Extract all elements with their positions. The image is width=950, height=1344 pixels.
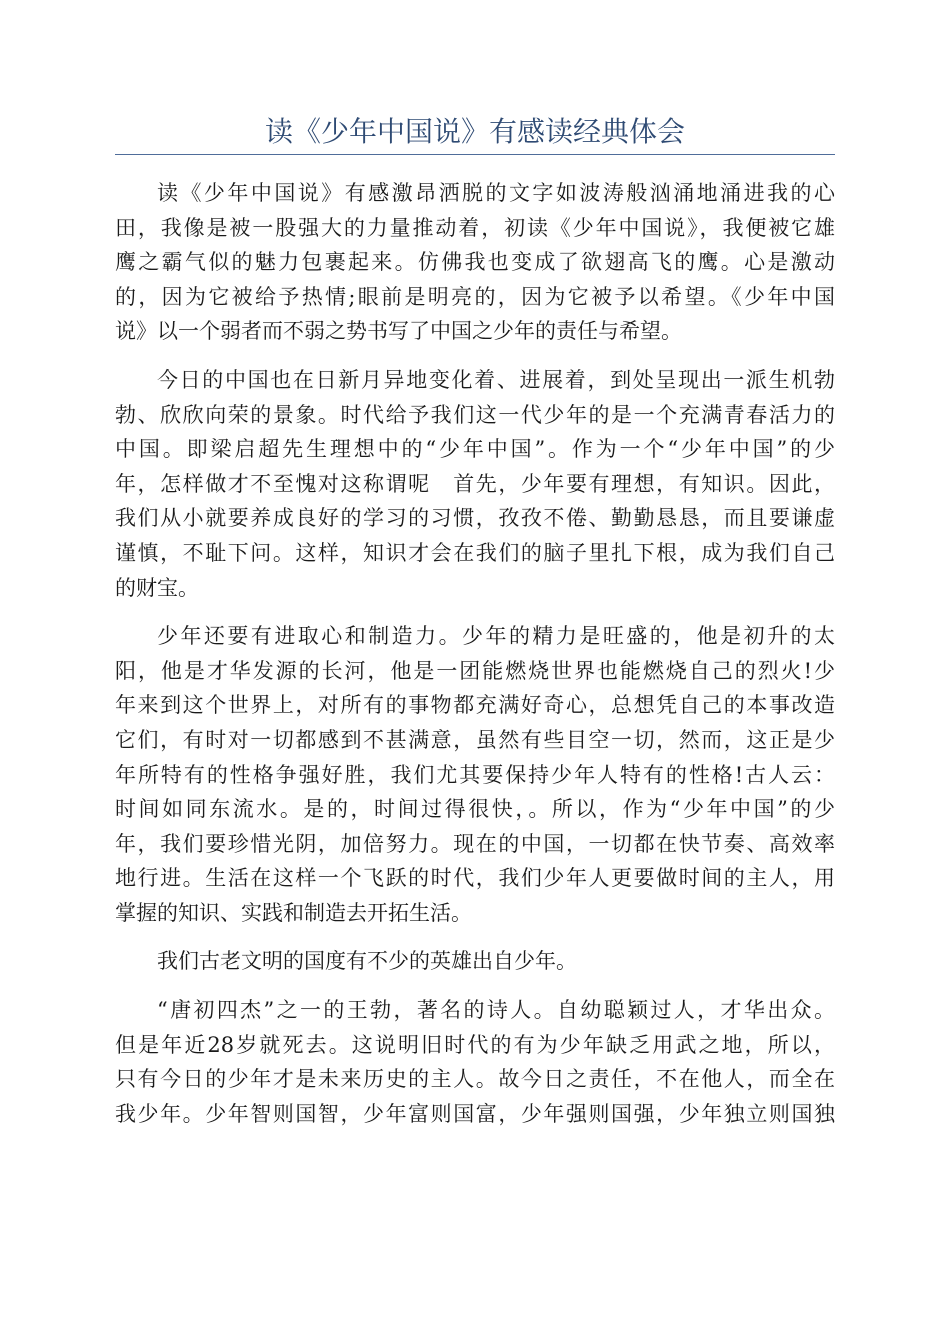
text-line: 鹰之霸气似的魅力包裹起来。仿佛我也变成了欲翅高飞的鹰。心是激动: [115, 250, 835, 275]
paragraph: [115, 993, 835, 1131]
text-line: 中国。即梁启超先生理想中的“少年中国”。作为一个“少年中国”的少: [115, 437, 835, 462]
text-line: 地行进。生活在这样一个飞跃的时代，我们少年人更要做时间的主人，用: [115, 866, 835, 891]
text-line: 说》以一个弱者而不弱之势书写了中国之少年的责任与希望。: [115, 319, 682, 344]
paragraph: [115, 176, 835, 349]
text-line: 只有今日的少年才是未来历史的主人。故今日之责任，不在他人，而全在: [115, 1067, 835, 1092]
document-title: 读《少年中国说》有感读经典体会: [264, 115, 685, 148]
text-line: 但是年近28岁就死去。这说明旧时代的有为少年缺乏用武之地，所以，: [115, 1032, 835, 1057]
text-line: 掌握的知识、实践和制造去开拓生活。: [115, 900, 472, 925]
text-line: 读《少年中国说》有感激昂洒脱的文字如波涛般汹涌地涌进我的心: [157, 181, 835, 205]
text-line: 勃、欣欣向荣的景象。时代给予我们这一代少年的是一个充满青春活力的: [115, 402, 835, 427]
text-line: 的，因为它被给予热情;眼前是明亮的，因为它被予以希望。《少年中国: [115, 284, 835, 309]
text-line: 我少年。少年智则国智，少年富则国富，少年强则国强，少年独立则国独: [115, 1101, 835, 1126]
text-line: 我们古老文明的国度有不少的英雄出自少年。: [157, 949, 577, 974]
text-line: 时间如同东流水。是的，时间过得很快，。所以，作为“少年中国”的少: [115, 797, 835, 822]
text-line: 今日的中国也在日新月异地变化着、进展着，到处呈现出一派生机勃: [157, 367, 835, 392]
paragraph: [115, 619, 835, 930]
text-line: 谨慎，不耻下问。这样，知识才会在我们的脑子里扎下根，成为我们自己: [115, 540, 835, 565]
text-line: 我们从小就要养成良好的学习的习惯，孜孜不倦、勤勤恳恳，而且要谦虚: [115, 506, 835, 531]
text-line: 年来到这个世界上，对所有的事物都充满好奇心，总想凭自己的本事改造: [115, 693, 835, 718]
title-underline: [115, 154, 835, 155]
document-body: [115, 176, 835, 1145]
text-line: “唐初四杰”之一的王勃，著名的诗人。自幼聪颖过人，才华出众。: [157, 998, 835, 1023]
text-line: 年所特有的性格争强好胜，我们尤其要保持少年人特有的性格!古人云：: [115, 762, 835, 787]
text-line: 年，我们要珍惜光阴，加倍努力。现在的中国，一切都在快节奏、高效率: [115, 831, 835, 856]
text-line: 少年还要有进取心和制造力。少年的精力是旺盛的，他是初升的太: [157, 624, 835, 649]
text-line: 它们，有时对一切都感到不甚满意，虽然有些目空一切，然而，这正是少: [115, 727, 835, 752]
text-line: 的财宝。: [115, 575, 199, 600]
paragraph: [115, 363, 835, 605]
text-line: 年，怎样做才不至愧对这称谓呢 首先，少年要有理想，有知识。因此，: [115, 471, 835, 496]
text-line: 田，我像是被一股强大的力量推动着，初读《少年中国说》，我便被它雄: [115, 215, 835, 240]
text-line: 阳，他是才华发源的长河，他是一团能燃烧世界也能燃烧自己的烈火!少: [115, 658, 835, 683]
paragraph: [115, 944, 835, 979]
